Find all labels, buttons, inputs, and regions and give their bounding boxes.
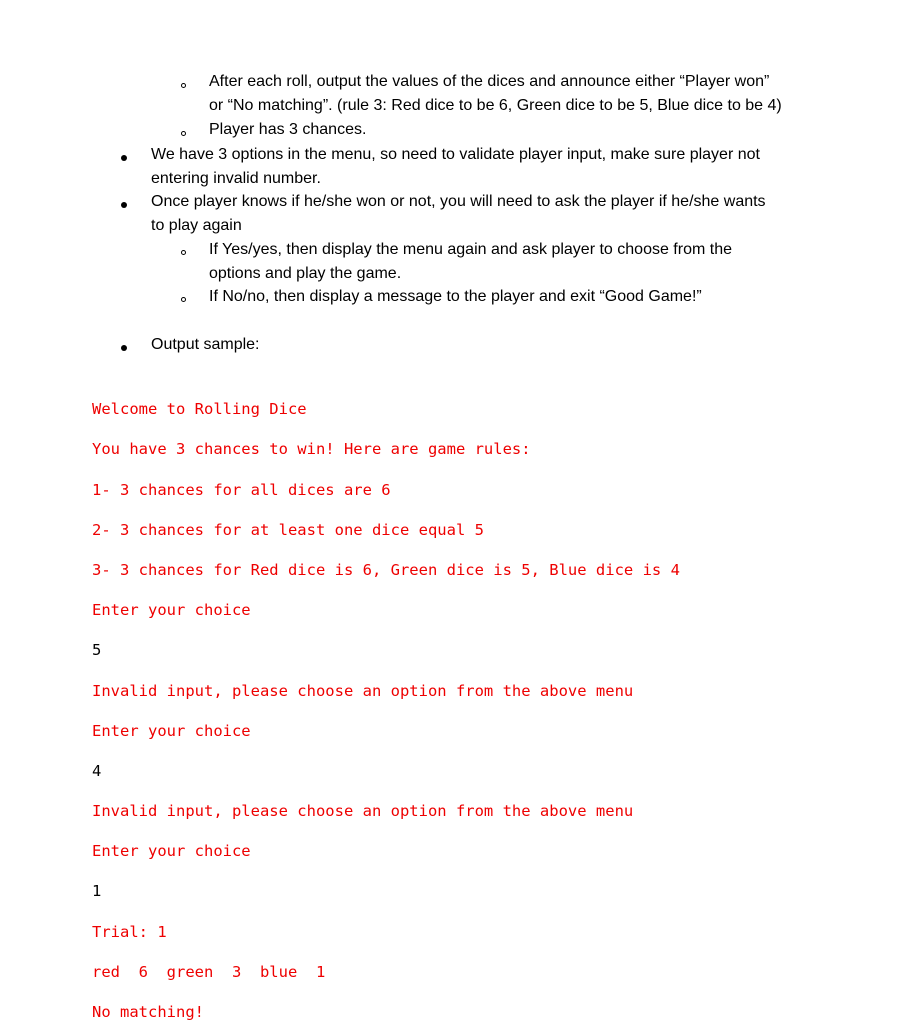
output-result: No matching!: [92, 1003, 204, 1021]
sub-bullet-yes-line2: options and play the game.: [209, 265, 402, 282]
circle-bullet-icon: [181, 297, 186, 302]
circle-bullet-icon: [181, 83, 186, 88]
output-trial: Trial: 1: [92, 923, 167, 941]
output-prompt-1: Enter your choice: [92, 601, 251, 619]
output-prompt-3: Enter your choice: [92, 842, 251, 860]
output-chances: You have 3 chances to win! Here are game rules:: [92, 440, 531, 458]
disc-bullet-icon: [121, 202, 127, 208]
output-input-2: 4: [92, 762, 102, 780]
circle-bullet-icon: [181, 131, 186, 136]
output-input-3: 1: [92, 882, 102, 900]
output-roll: red 6 green 3 blue 1: [92, 963, 326, 981]
sub-bullet-chances: Player has 3 chances.: [209, 121, 367, 138]
bullet-validate-line1: We have 3 options in the menu, so need to validate player input, make sure player not: [151, 146, 760, 163]
output-rule-2: 2- 3 chances for at least one dice equal 5: [92, 521, 484, 539]
output-prompt-2: Enter your choice: [92, 722, 251, 740]
output-input-1: 5: [92, 641, 102, 659]
output-welcome: Welcome to Rolling Dice: [92, 400, 307, 418]
output-rule-3: 3- 3 chances for Red dice is 6, Green dice is 5, Blue dice is 4: [92, 561, 680, 579]
sub-bullet-roll-output-line2: or “No matching”. (rule 3: Red dice to be 6, Green dice to be 5, Blue dice to be 4): [209, 97, 782, 114]
disc-bullet-icon: [121, 155, 127, 161]
output-invalid-1: Invalid input, please choose an option from the above menu: [92, 682, 634, 700]
output-invalid-2: Invalid input, please choose an option from the above menu: [92, 802, 634, 820]
sub-bullet-roll-output-line1: After each roll, output the values of the dices and announce either “Player won”: [209, 73, 770, 90]
disc-bullet-icon: [121, 345, 127, 351]
bullet-play-again-line2: to play again: [151, 217, 242, 234]
bullet-validate-line2: entering invalid number.: [151, 170, 321, 187]
output-rule-1: 1- 3 chances for all dices are 6: [92, 481, 391, 499]
bullet-output-sample: Output sample:: [151, 336, 260, 353]
bullet-play-again-line1: Once player knows if he/she won or not, you will need to ask the player if he/she wants: [151, 193, 766, 210]
sub-bullet-no: If No/no, then display a message to the player and exit “Good Game!”: [209, 288, 702, 305]
sub-bullet-yes-line1: If Yes/yes, then display the menu again and ask player to choose from the: [209, 241, 732, 258]
circle-bullet-icon: [181, 250, 186, 255]
